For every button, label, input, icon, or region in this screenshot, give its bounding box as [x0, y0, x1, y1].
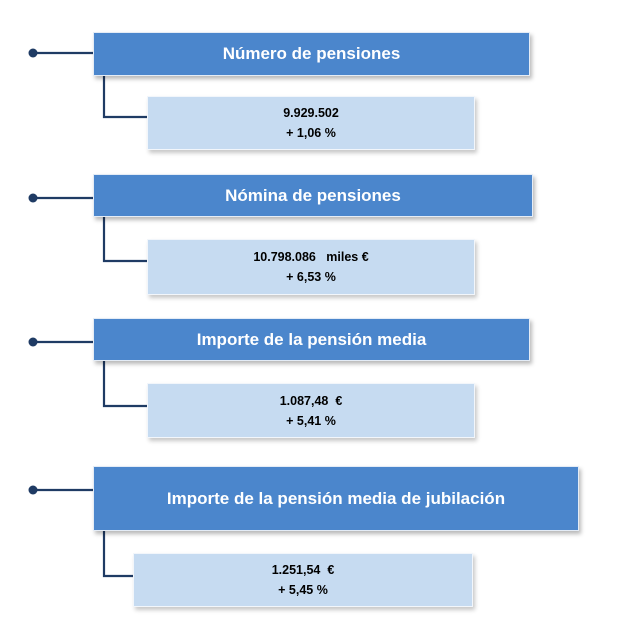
bullet-dot-1 [29, 49, 38, 58]
header-title: Importe de la pensión media de jubilación [166, 488, 506, 508]
value-amount: 9.929.502 [283, 106, 339, 120]
value-box-pension-payroll [147, 239, 475, 295]
header-title: Importe de la pensión media [196, 329, 427, 349]
header-number-of-pensions [93, 32, 530, 76]
value-amount: 10.798.086 miles € [253, 250, 369, 264]
value-change: + 5,41 % [286, 413, 336, 428]
elbow-connector-4 [104, 531, 133, 576]
value-change: + 5,45 % [278, 583, 328, 597]
bullet-dot-4 [29, 486, 38, 495]
header-title: Nómina de pensiones [225, 185, 401, 205]
value-change: + 6,53 % [286, 270, 336, 284]
value-change: + 1,06 % [286, 126, 336, 140]
bullet-dot-3 [29, 338, 38, 347]
value-box-number-of-pensions [147, 96, 475, 150]
header-average-retirement-pension [93, 466, 579, 531]
header-average-pension [93, 318, 530, 361]
bullet-dot-2 [29, 194, 38, 203]
elbow-connector-3 [104, 361, 147, 406]
elbow-connector-1 [104, 76, 147, 117]
value-amount: 1.087,48 € [279, 393, 343, 408]
header-title: Número de pensiones [222, 44, 401, 63]
value-box-average-pension [147, 383, 475, 438]
value-amount: 1.251,54 € [271, 563, 335, 577]
elbow-connector-2 [104, 217, 147, 261]
header-pension-payroll [93, 174, 533, 217]
value-box-average-retirement-pension [133, 553, 473, 607]
